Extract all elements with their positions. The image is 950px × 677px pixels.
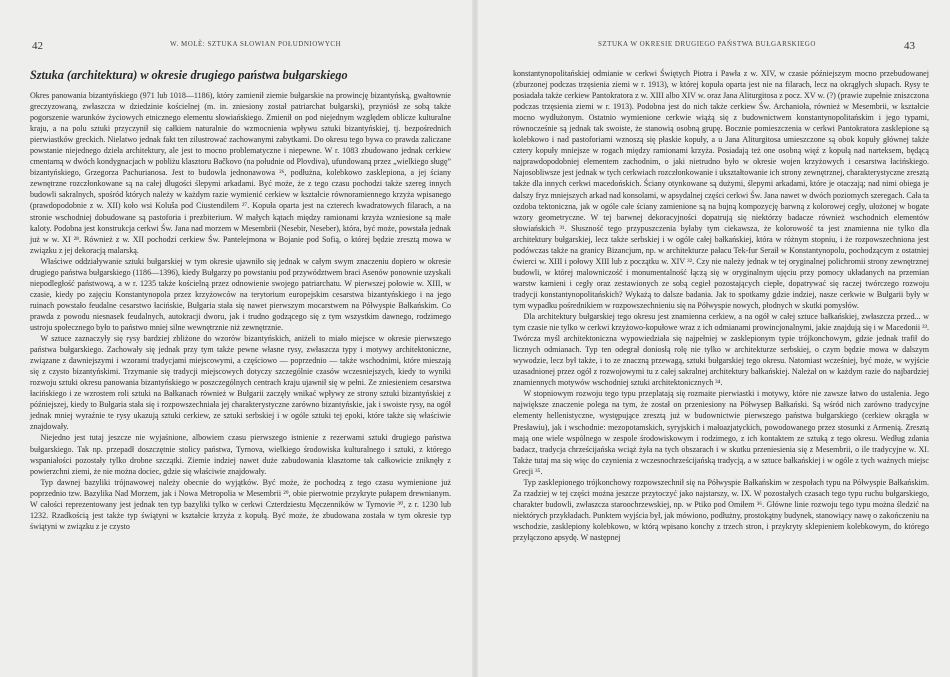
paragraph: Właściwe oddziaływanie sztuki bułgarskiej w tym okresie ujawniło się jednak w całym swym znaczeniu dopiero w okresie drugiego państwa bułgarskiego (1186—1396), kiedy Bułgarzy po powstaniu pod przywództwem braci Asenów ponownie uzyskali niepodległość państwową, a w r. 1235 także kościelną przez odnowienie swojego patriarchatu. W pierwszej połowie w. XIII, w czasie, kiedy po zajęciu Konstantynopola przez krzyżowców na terytorium europejskim cesarstwa bizantyńskiego i na jego ruinach powstało feudalne cesarstwo łacińskie, Bułgaria stała się nawet pierwszym mocarstwem na Półwyspie Bałkańskim. Co prawda z powodu niesnasek feudalnych, autokracji dworu, jak i trudno godzącego się z tym wszystkim dawnego, rodzimego ustroju społecznego było to państwo mniej silne wewnętrznie niż zewnętrznie.	[30, 256, 451, 332]
paragraph: W sztuce zaznaczyły się rysy bardziej zbliżone do wzorów bizantyńskich, aniżeli to miało miejsce w okresie pierwszego państwa bułgarskiego. Zachowały się jednak przy tym także pewne własne rysy, zwłaszcza typy i motywy architektoniczne, związane z dawniejszymi i wzorami tradycjami miejscowymi, a częściowo — poprzednio — także wschodnimi, które mieszają się z czysto bizantyńskimi. Trzymanie się tradycji miejscowych dotyczy szczególnie czasów wczesniejszych, kiedy to wyniki rozwoju sztuki okresu panowania bizantyńskiego w poszczególnych centrach kraju ujawnił się w pełni. Ze zniesieniem cesarstwa łacińskiego i ze wzrostem roli sztuki na Bałkanach również w Bułgarii zaczęły wnikać wpływy ze strony sztuki bizantyńskiej z późniejszej, kiedy to Bułgaria stała się i rozpowszechniała jej charakterystyczne zarówno bizantyńskie, jak i swoiste rysy, na ogół jednak mniej wyraźnie te rysy ukazują sztuki cerkiew, ze sztuki serbskiej i w ogóle sztuki tej epoki, które także się właściwie znajdowały.	[30, 334, 451, 432]
paragraph: konstantynopolitańskiej odmianie w cerkwi Świętych Piotra i Pawła z w. XIV, w czasie późniejszym mocno przebudowanej (zburzonej podczas trzęsienia ziemi w r. 1913), w której kopuła oparta jest nie na filarach, lecz na okrągłych słupach. Rysy te posiadała także cerkiew Pantokratora z w. XIII albo XIV w. oraz Jana Aliturgitosa z pocz. XV w. (?) (prawie zupełnie zniszczona podczas trzęsienia ziemi w r. 1913). Podobna jest do nich także cerkiew Św. Archanioła, również w Mesembrii, w kształcie mocno wydłużonym. Ostatnio wymienione cerkwie wiążą się z budownictwem konstantynopolitańskim i jego typami, równocześnie są jednak tak swoiste, że stanowią osobną grupę. Bocznie pomieszczenia w cerkwi Pantokratora zasklepione są kolebkowo i nad pastoforiami wznoszą się płaskie kopuły, a u Jana Aliturgitosa umieszczone są obok kopuły głównej także cztery kopuły mniejsze w rogach między ramionami krzyża. Posiadają też one osobną więź z kopułą nad narteksem, będącą najprawdopodobniej elementem zachodnim, o jaki nietrudno było w okresie wojen krzyżowych i cesarstwa łacińskiego. Najosobliwsze jest jednak w tych cerkwiach rozczłonkowanie i ukształtowanie ich strony zewnętrznej, charakterystyczne zresztą także dla innych cerkwi macedońskich. Ściany otynkowane są dużymi, ślepymi arkadami, które je otaczają; nad nimi obiega je dalszy fryz mniejszych arkad nad konsolami, w apsydalnej części cerkwi Św. Jana nawet w dwóch poziomych szeregach. Cała ta ozdoba tektoniczna, jak w ogóle całe ściany zamienione są na bujną kompozycję barwną z kolorowej cegły, ułożonej w bogate wzory geometryczne. W tej barwnej dekoracyjności dopatrują się niektórzy badacze również wschodnich elementów słowiańskich ³¹. Słuszność tego przypuszczenia byłaby tym ciekawsza, że kolorowość ta jest znamienna nie tylko dla architektury bułgarskiej, lecz także serbskiej i w ogóle całej bałkańskiej, która w różnym stopniu, i że rozpowszechniona jest podówczas także na granicy Bizancjum, np. w architekturze pałacu Tek-fur Seraił w Konstantynopolu, pochodzącym z ostatniej ćwierci w. XIII i połowy XIII lub z początku w. XIV ³². Czy nie należy jednak w tej oryginalnej polichromii strony zewnętrznej budowli, w której malowniczość i monumentalność łączą się w oryginalnym ujęciu przy pomocy układanych na przemian warstw kamieni i cegły oraz zestawionych ze sobą cegieł pozostających ciepłe, dopatrywać się raczej twórczego rozwoju tradycji konstantynopolitańskich? Wykażą to dalsze badania. Jak to spotkamy gdzie indziej, nasze cerkwie w Bułgarii były w tym wypadku pośrednikiem w rozpowszechnieniu się na Półwyspie nowych, płodnych w skutki pomysłów.	[513, 69, 929, 310]
running-head: SZTUKA W OKRESIE DRUGIEGO PAŃSTWA BUŁGARSKIEGO	[598, 40, 816, 48]
paragraph: Typ zasklepionego trójkonchowy rozpowszechnił się na Półwyspie Bałkańskim w zespołach typu na Półwyspie Bałkańskim. Za rzadziej w tej części można jeszcze przytoczyć jako najstarszy, w. IX. W pozostałych czasach tego typu ruchu bułgarskiego, charakter budowli, zwłaszcza staroochrzewskiej, np. w Ptiko pod Omiłem ³⁶. Główne linie rozwoju tego typu można śledzić na niektórych przykładach. Punktem wyjścia był, jak mówiono, podłużny, prostokątny budynek, stanowiący nawę o zakończeniu na wschodzie, zasklepiony kolebkowo, w którą wpisano konchy z trzech stron, i przykryty sklepieniem kolebkowym, do którego przyłączono apsydę. W następnej	[513, 477, 929, 542]
section-title: Sztuka (architektura) w okresie drugiego państwa bułgarskiego	[30, 68, 348, 82]
left-body-text	[30, 90, 451, 532]
running-head: W. MOLÈ: SZTUKA SŁOWIAN POŁUDNIOWYCH	[170, 40, 342, 48]
right-body-text	[513, 68, 929, 543]
page-number: 42	[32, 40, 43, 52]
right-page	[475, 0, 950, 677]
page-number: 43	[904, 40, 915, 52]
paragraph: Niejedno jest tutaj jeszcze nie wyjaśnione, albowiem czasu pierwszego istnienie z rezerwami sztuki drugiego państwa bułgarskiego. Tak np. przepadł doszczętnie stolicy państwa, Tyrnova, wielkiego środowiska kulturalnego i sztuki, z którego wspaniałości pozostały tylko drobne szczątki. Ziemie indziej nawet duże zabudowania klasztorne tak całkowicie zniknęły z powierzchni ziemi, że nie można dociec, gdzie się właściwie znajdowały.	[30, 433, 451, 476]
paragraph: Okres panowania bizantyńskiego (971 lub 1018—1186), który zamienił ziemie bułgarskie na prowincję bizantyńską, gwałtownie greczyzowaną, zwłaszcza w dziedzinie kościelnej (m. in. zniesiony został patriarchat bułgarski), przyniósł ze sobą także pogorszenie warunków życiowych etnicznego elementu słowiańskiego. Zmienił on pod niejednym względem oblicze kulturalne kraju, a na polu sztuki przyczynił się całkiem naturalnie do wzmocnienia wpływu sztuki bizantyńskiej, tj. bezpośrednich pierwiastków greckich. Nielatwo jednak fakt ten zilustrować zachowanymi zabytkami. Do okresu tego bywa co prawda zaliczane powstanie niejednego dzieła architektury, ale jest to mocno problematyczne i niepewne. W r. 1083 zbudowano jednak cerkiew cmentarną w dwóch kondygnacjach w pobliżu klasztoru Bačkovo (na południe od Plovdiva), ufundowaną przez „wielkiego sługę” bizantyńskiego, Grzegorza Pachurianosa. Jest to budowla jednonawowa ²⁶, podłużna, kolebkowo zasklepiona, a jej ściany zewnętrzne rozczłonkowane są na całej długości ślepymi arkadami. Być może, że z tego czasu pochodzi także szereg innych budowli sakralnych, spośród których należy w każdym razie wymienić cerkiew w kształcie równoramiennego krzyża wpisanego (prawdopodobnie z w. XII) koło wsi Koluša pod Ciustendilem ²⁷. Kopuła oparta jest na czterech kwadratowych filarach, a na stronie wschodniej dobudowane są pastoforia i prezbiterium. W małych kątach między ramionami krzyża wzniesione są małe kaloty. Podobna jest konstrukcja cerkwi Św. Jana nad morzem w Mesembrii (Nesebir, Neseber), która, być może, powstała jednak już w w. XI ²⁸. Również z w. XII pochodzi cerkiew Św. Pantelejmona w Bojanie pod Sofią, o której będzie zresztą mowa w związku z jej dekoracją malarską.	[30, 91, 451, 255]
paragraph: Dla architektury bułgarskiej tego okresu jest znamienna cerkiew, a na ogół w całej sztuce bałkańskiej, zwłaszcza przed... w tym czasie nie tylko w cerkwi krzyżowo-kopułowe wraz z ich odmianami prowincjonalnymi, jakie znajdują się i w Macedonii ³³. Twórcza myśl architektoniczna wypowiedziała się najpełniej w zasklepionym typie trójkonchowym, gdzie jednak trafił do licznych odmianach. Typ ten odegrał doniosłą rolę nie tylko w architekturze serbskiej, o czym będzie mowa w dalszym wywodzie, lecz był także, i to ze znaczną przewagą, sztuki bułgarskiej tego okresu. Natomiast wcześniej, być może, w wyjście uzasadnionej przez ogół z rozwojowymi tu z całej sakralnej architektury bałkańskiej. Należał on w każdym razie do najbardziej znamiennych motywów wschodniej sztuki architektonicznych ³⁴.	[513, 312, 929, 388]
paragraph: Typ dawnej bazyliki trójnawowej należy obecnie do wyjątków. Być może, że pochodzą z tego czasu wymienione już poprzednio tzw. Bazylika Nad Morzem, jak i Nowa Metropolia w Mesembrii ²⁹, obie pierwotnie przykryte pułapem drewnianym. W całości reprezentowany jest jednak ten typ bazyliki tylko w cerkwi Czterdziestu Męczenników w Tyrnovie ³⁰, z r. 1230 lub 1232. Rzadkością jest także typ świątyni w kształcie krzyża z kopułą. Być może, że zbudowana została w tym okresie typ świątyni w związku z je czysto	[30, 477, 451, 531]
paragraph: W stopniowym rozwoju tego typu przeplatają się rozmaite pierwiastki i motywy, które nie zawsze łatwo do ustalenia. Jego największe znaczenie polega na tym, że został on przeniesiony na Półwysep Bałkański. Są wśród nich zarówno tradycyjne elementy hellenistyczne, występujące zresztą już w budownictwie pierwszego państwa bułgarskiego (cerkiew okrągła w Presławiu), jak i wschodnie: mezopotamskich, syryjskich i małoazjatyckich, powodowanego przez stosunki z Armenią. Zresztą mają one wiele wspólnego w zespole środowiskowym i rodzimego, z ich kontaktem ze sztuką z tego okresu. Według zdania badacz, tradycja chrześcijańska wciąż żyła na tych obszarach i w skutku przeniesienia się z Mesembrii, o ile tradycyjne w. XI. Także tutaj ma się więc do czynienia z wczesnochrześcijańską tradycją, a w sztuce bałkańskiej i w ogóle z tych ważnych miejsc Grecji ³⁵.	[513, 389, 929, 476]
